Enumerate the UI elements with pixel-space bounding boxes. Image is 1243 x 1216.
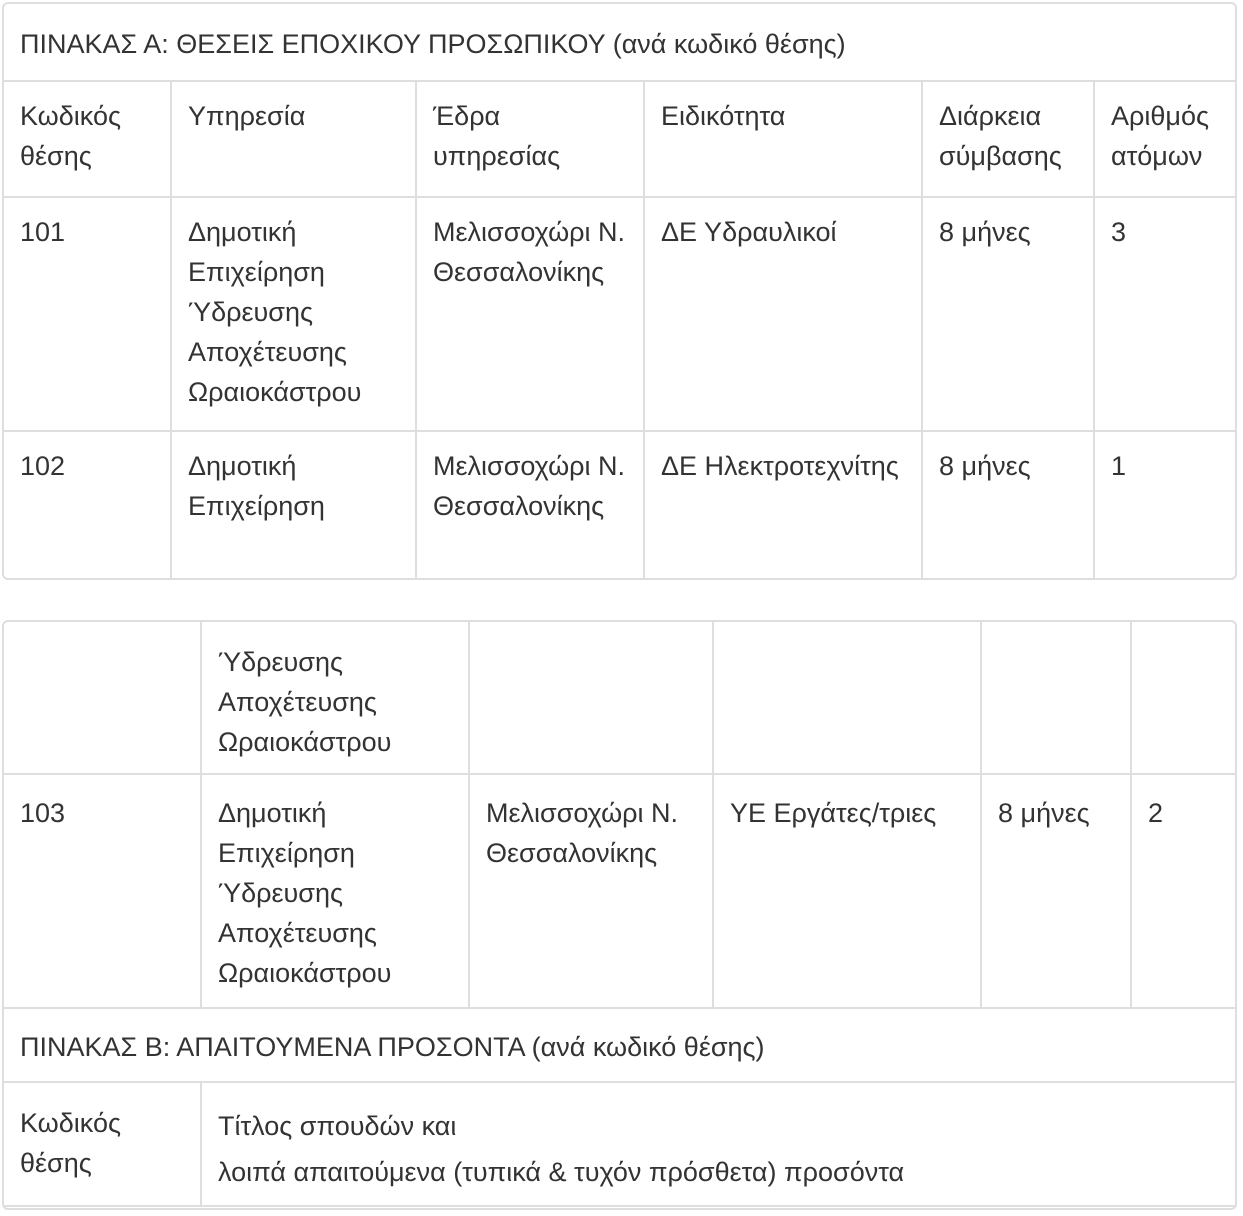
cell-count: 1 <box>1094 431 1237 580</box>
cell-service: Δημοτική Επιχείρηση Ύδρευσης Αποχέτευσης Ωραιοκάστρου <box>201 774 469 1008</box>
header-contract-duration: Διάρκεια σύμβασης <box>922 81 1094 197</box>
header-position-code: Κωδικός θέσης <box>4 81 171 197</box>
table-a <box>4 4 1237 580</box>
table-continuation <box>4 622 1235 1207</box>
cell-code: 102 <box>4 431 171 580</box>
cell-specialty: ΥΕ Εργάτες/τριες <box>713 774 981 1008</box>
cell-service: Δημοτική Επιχείρηση Ύδρευσης Αποχέτευσης Ωραιοκάστρου <box>171 197 416 431</box>
table-row <box>4 197 1237 431</box>
header-number-of-persons: Αριθμός ατόμων <box>1094 81 1237 197</box>
cell-service: Ύδρευσης Αποχέτευσης Ωραιοκάστρου <box>201 622 469 774</box>
table-b-header-row <box>4 1082 1235 1206</box>
cell-location: Μελισσοχώρι Ν. Θεσσαλονίκης <box>416 197 644 431</box>
header-qualifications-line2: λοιπά απαιτούμενα (τυπικά & τυχόν πρόσθετα) προσόντα <box>218 1157 905 1187</box>
header-qualifications-line1: Τίτλος σπουδών και <box>218 1111 457 1141</box>
header-position-code: Κωδικός θέσης <box>4 1082 201 1206</box>
table-a-panel <box>2 2 1237 580</box>
table-row-continued <box>4 622 1235 774</box>
cell-location <box>469 622 713 774</box>
table-row <box>4 431 1237 580</box>
cell-code: 103 <box>4 774 201 1008</box>
cell-count: 3 <box>1094 197 1237 431</box>
cell-code: 101 <box>4 197 171 431</box>
cell-duration: 8 μήνες <box>922 431 1094 580</box>
cell-duration <box>981 622 1131 774</box>
cell-specialty: ΔΕ Ηλεκτροτεχνίτης <box>644 431 922 580</box>
cell-duration: 8 μήνες <box>922 197 1094 431</box>
table-b-title: ΠΙΝΑΚΑΣ Β: ΑΠΑΙΤΟΥΜΕΝΑ ΠΡΟΣΟΝΤΑ (ανά κωδικό θέσης) <box>4 1008 1235 1082</box>
cell-location: Μελισσοχώρι Ν. Θεσσαλονίκης <box>416 431 644 580</box>
cell-service: Δημοτική Επιχείρηση <box>171 431 416 580</box>
table-continuation-panel <box>2 620 1237 1210</box>
cell-specialty: ΔΕ Υδραυλικοί <box>644 197 922 431</box>
header-service: Υπηρεσία <box>171 81 416 197</box>
cell-code <box>4 622 201 774</box>
header-specialty: Ειδικότητα <box>644 81 922 197</box>
cell-specialty <box>713 622 981 774</box>
cell-location: Μελισσοχώρι Ν. Θεσσαλονίκης <box>469 774 713 1008</box>
table-a-header-row <box>4 81 1237 197</box>
header-qualifications <box>201 1082 1235 1206</box>
cell-duration: 8 μήνες <box>981 774 1131 1008</box>
table-a-title: ΠΙΝΑΚΑΣ Α: ΘΕΣΕΙΣ ΕΠΟΧΙΚΟΥ ΠΡΟΣΩΠΙΚΟΥ (ανά κωδικό θέσης) <box>4 4 1237 81</box>
table-row <box>4 774 1235 1008</box>
cell-count <box>1131 622 1235 774</box>
cell-count: 2 <box>1131 774 1235 1008</box>
header-service-location: Έδρα υπηρεσίας <box>416 81 644 197</box>
